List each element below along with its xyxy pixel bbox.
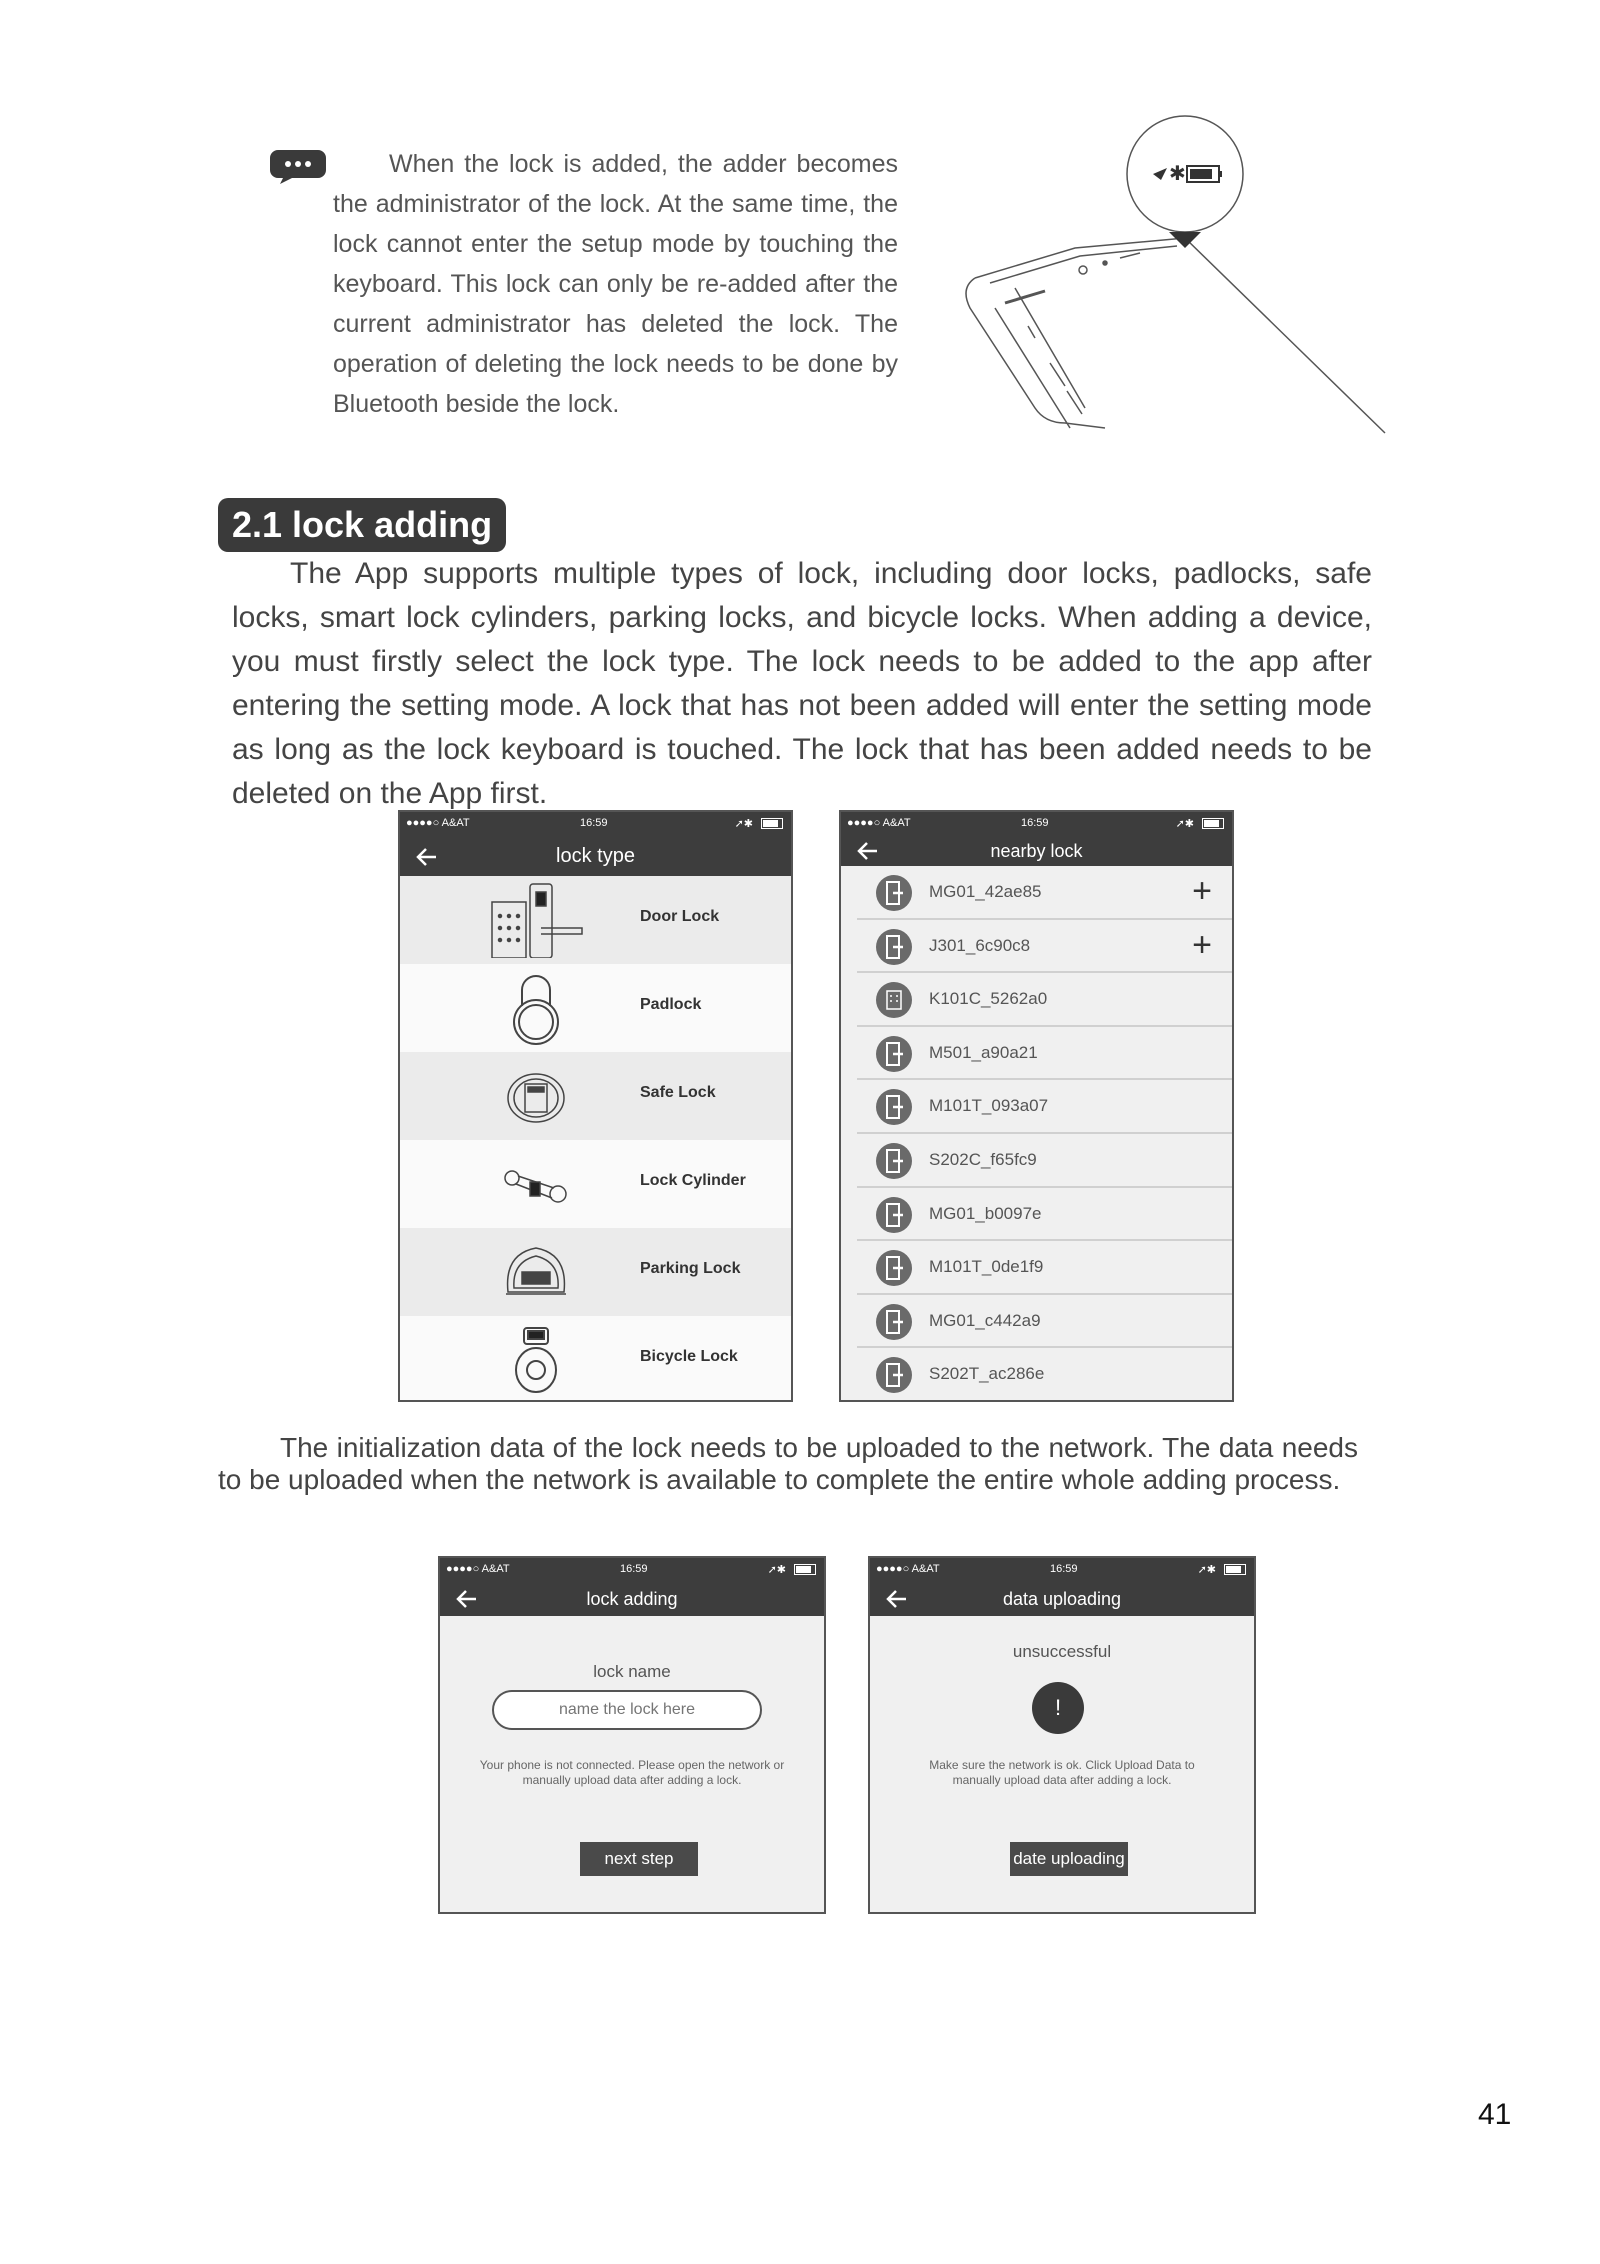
status-bar	[440, 1558, 824, 1582]
lock-type-screen	[398, 810, 793, 1402]
hint-line: Make sure the network is ok. Click Upload Data to	[929, 1758, 1195, 1772]
add-lock-button[interactable]: +	[1192, 925, 1212, 964]
battery-icon	[1202, 818, 1224, 829]
phone-illustration	[955, 108, 1395, 438]
upload-status-text: unsuccessful	[1012, 1642, 1112, 1661]
lock-type-item-padlock[interactable]	[400, 964, 791, 1052]
nearby-lock-row[interactable]	[857, 973, 1232, 1027]
bluetooth-icon: ➚✱	[1175, 818, 1194, 830]
lock-device-icon	[875, 1088, 913, 1126]
nav-bar	[440, 1582, 824, 1616]
nearby-lock-row[interactable]	[857, 1295, 1232, 1349]
nearby-lock-row[interactable]	[857, 1348, 1232, 1402]
carrier-label: ●●●●○ A&AT	[446, 1563, 510, 1575]
network-hint	[450, 1758, 814, 1788]
intro-paragraph: The App supports multiple types of lock, including door locks, padlocks, safe locks, smart lock cylinders, parking locks, and bicycle locks. When adding a device, you must firstly select the lock type. The lock needs to be added to the app after entering the setting mode. A lock that has not been added will enter the setting mode as long as the lock keyboard is touched. The lock that has been added needs to be deleted on the App first.	[232, 557, 1372, 810]
lock-device-icon	[875, 1196, 913, 1234]
carrier-label: ●●●●○ A&AT	[876, 1563, 940, 1575]
lock-device-name: MG01_42ae85	[929, 882, 1042, 901]
lock-type-label: Lock Cylinder	[640, 1172, 746, 1189]
back-arrow-icon[interactable]	[414, 844, 440, 870]
lock-device-icon	[875, 874, 913, 912]
clock-label: 16:59	[620, 1563, 648, 1575]
clock-label: 16:59	[580, 817, 608, 829]
keypad-lock-icon	[875, 981, 913, 1019]
lock-name-label: lock name	[593, 1662, 671, 1681]
chat-bubble-icon	[270, 148, 326, 184]
lock-device-name: J301_6c90c8	[929, 935, 1031, 955]
lock-type-label: Parking Lock	[640, 1260, 741, 1277]
back-arrow-icon[interactable]	[884, 1586, 910, 1612]
hint-line: Your phone is not connected. Please open the network or	[479, 1758, 785, 1772]
lock-device-name: S202C_f65fc9	[929, 1149, 1037, 1169]
nearby-lock-list	[841, 866, 1232, 1402]
hint-line: manually upload data after adding a lock.	[952, 1773, 1172, 1787]
svg-text:✱: ✱	[1169, 161, 1186, 185]
nearby-lock-row[interactable]	[857, 1241, 1232, 1295]
lock-type-label: Padlock	[640, 996, 702, 1013]
lock-device-icon	[875, 1142, 913, 1180]
nav-bar	[400, 836, 791, 876]
clock-label: 16:59	[1021, 817, 1049, 829]
lock-device-name: M501_a90a21	[929, 1042, 1038, 1062]
lock-device-name: MG01_c442a9	[929, 1310, 1041, 1330]
bluetooth-icon: ➚✱	[734, 818, 753, 830]
section-title: 2.1 lock adding	[218, 498, 506, 552]
lock-type-item-door[interactable]	[400, 876, 791, 964]
lock-type-item-parking[interactable]	[400, 1228, 791, 1316]
bluetooth-icon: ➚✱	[767, 1564, 786, 1576]
carrier-label: ●●●●○ A&AT	[847, 817, 911, 829]
lock-device-name: MG01_b0097e	[929, 1203, 1042, 1223]
lock-name-input[interactable]	[492, 1690, 762, 1730]
back-arrow-icon[interactable]	[454, 1586, 480, 1612]
nearby-lock-row[interactable]	[857, 866, 1232, 920]
back-arrow-icon[interactable]	[855, 838, 881, 864]
upload-hint	[880, 1758, 1244, 1788]
lock-adding-screen	[438, 1556, 826, 1914]
door-lock-icon	[484, 882, 594, 958]
padlock-icon	[484, 970, 594, 1046]
lock-device-icon	[875, 1356, 913, 1394]
lock-device-icon	[875, 1249, 913, 1287]
lock-type-label: Safe Lock	[640, 1084, 716, 1101]
data-uploading-screen	[868, 1556, 1256, 1914]
battery-icon	[761, 818, 783, 829]
screen-title: lock type	[556, 845, 635, 867]
lock-type-item-bicycle[interactable]	[400, 1316, 791, 1402]
status-bar	[841, 812, 1232, 836]
lock-type-label: Door Lock	[640, 908, 720, 925]
nearby-lock-row[interactable]	[857, 1188, 1232, 1242]
alert-icon: !	[1032, 1682, 1084, 1734]
carrier-label: ●●●●○ A&AT	[406, 817, 470, 829]
bicycle-lock-icon	[484, 1322, 594, 1398]
screen-title: nearby lock	[990, 841, 1083, 861]
lock-device-icon	[875, 928, 913, 966]
lock-device-name: M101T_0de1f9	[929, 1257, 1044, 1277]
nav-bar	[870, 1582, 1254, 1616]
admin-note: When the lock is added, the adder becomes the administrator of the lock. At the same time, the lock cannot enter the setup mode by touching the keyboard. This lock can only be re-added after the current administrator has deleted the lock. The operation of deleting the lock needs to be done by Bluetooth beside the lock.	[333, 150, 898, 418]
status-bar	[870, 1558, 1254, 1582]
nearby-lock-row[interactable]	[857, 1027, 1232, 1081]
nearby-lock-row[interactable]	[857, 1080, 1232, 1134]
upload-paragraph: The initialization data of the lock needs to be uploaded to the network. The data needs to be uploaded when the network is available to complete the entire whole adding process.	[218, 1432, 1358, 1495]
lock-type-item-cylinder[interactable]	[400, 1140, 791, 1228]
data-uploading-button[interactable]: date uploading	[1010, 1842, 1128, 1876]
lock-device-name: S202T_ac286e	[929, 1364, 1045, 1384]
lock-device-icon	[875, 1303, 913, 1341]
nearby-lock-row[interactable]	[857, 920, 1232, 974]
status-bar	[400, 812, 791, 836]
bluetooth-icon: ➚✱	[1197, 1564, 1216, 1576]
safe-lock-icon	[484, 1058, 594, 1134]
lock-device-icon	[875, 1035, 913, 1073]
lock-type-item-safe[interactable]	[400, 1052, 791, 1140]
hint-line: manually upload data after adding a lock.	[522, 1773, 742, 1787]
page-number: 41	[1478, 2098, 1512, 2131]
clock-label: 16:59	[1050, 1563, 1078, 1575]
screen-title: data uploading	[1002, 1589, 1122, 1609]
lock-device-name: M101T_093a07	[929, 1096, 1049, 1116]
nearby-lock-row[interactable]	[857, 1134, 1232, 1188]
screen-title: lock adding	[586, 1589, 678, 1609]
add-lock-button[interactable]: +	[1192, 872, 1212, 910]
lock-cylinder-icon	[484, 1146, 594, 1222]
battery-icon	[1224, 1564, 1246, 1575]
parking-lock-icon	[484, 1234, 594, 1310]
nav-bar	[841, 836, 1232, 866]
nearby-lock-screen	[839, 810, 1234, 1402]
lock-device-name: K101C_5262a0	[929, 989, 1048, 1009]
lock-type-label: Bicycle Lock	[640, 1348, 738, 1365]
next-step-button[interactable]: next step	[580, 1842, 698, 1876]
battery-icon	[794, 1564, 816, 1575]
